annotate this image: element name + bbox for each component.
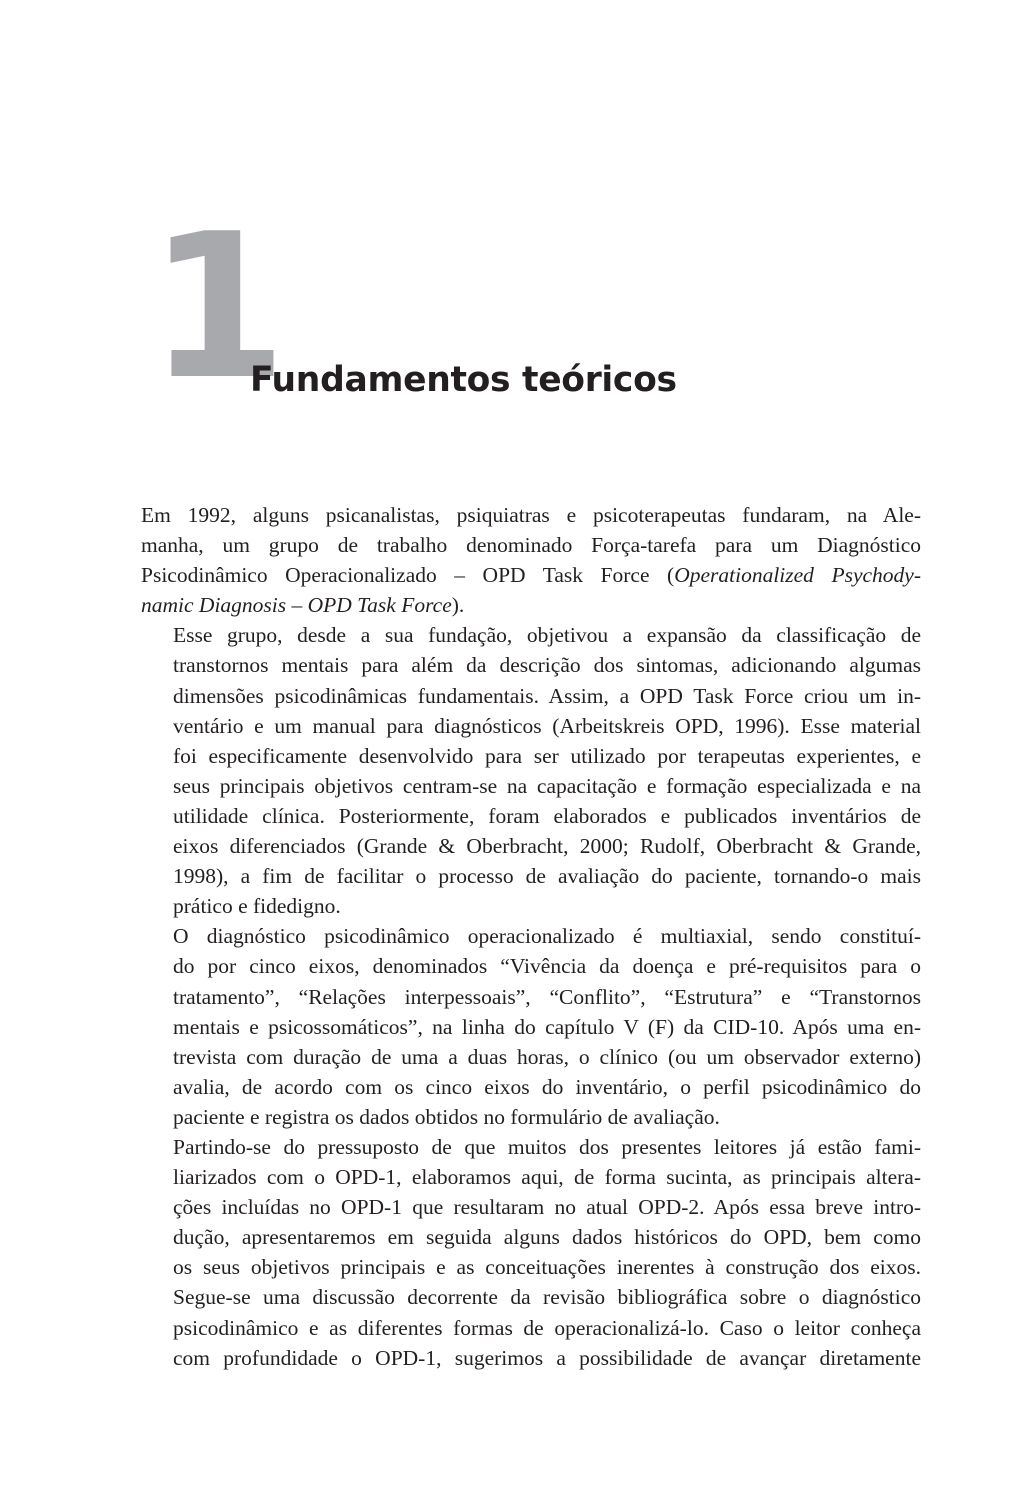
- text-line: utilidade clínica. Posteriormente, foram elaborados e publicados inventários de: [173, 803, 921, 828]
- text-line: trevista com duração de uma a duas horas, o clínico (ou um observador externo): [173, 1044, 921, 1069]
- text-segment: ).: [451, 593, 465, 618]
- text-line: ções incluídas no OPD-1 que resultaram no atual OPD-2. Após essa breve intro-: [173, 1195, 921, 1220]
- text-line: O diagnóstico psicodinâmico operacionalizado é multiaxial, sendo constituí-: [173, 924, 921, 949]
- text-line: mentais e psicossomáticos”, na linha do capítulo V (F) da CID-10. Após uma en-: [173, 1014, 921, 1039]
- text-line: avalia, de acordo com os cinco eixos do inventário, o perfil psicodinâmico do: [173, 1074, 921, 1099]
- text-line: eixos diferenciados (Grande & Oberbracht, 2000; Rudolf, Oberbracht & Grande,: [173, 834, 921, 859]
- text-line: 1998), a fim de facilitar o processo de avaliação do paciente, tornando-o mais: [173, 864, 921, 889]
- text-line: dimensões psicodinâmicas fundamentais. Assim, a OPD Task Force criou um in-: [173, 683, 921, 708]
- text-line: psicodinâmico e as diferentes formas de operacionalizá-lo. Caso o leitor conheça: [173, 1315, 921, 1340]
- text-line: [141, 590, 921, 620]
- text-line: foi especificamente desenvolvido para ser utilizado por terapeutas experientes, e: [173, 743, 921, 768]
- text-line: os seus objetivos principais e as conceituações inerentes à construção dos eixos.: [173, 1255, 921, 1280]
- chapter-title: Fundamentos teóricos: [250, 360, 677, 400]
- text-segment: Psicodinâmico Operacionalizado – OPD Task Force (: [141, 563, 675, 588]
- italic-segment: Operationalized Psychody-: [674, 563, 921, 588]
- text-line: prático e fidedigno.: [173, 894, 341, 919]
- paragraph-2: [141, 620, 921, 921]
- text-line: transtornos mentais para além da descrição dos sintomas, adicionando algumas: [173, 653, 921, 678]
- text-line: [141, 560, 921, 590]
- text-line: liarizados com o OPD-1, elaboramos aqui, de forma sucinta, as principais altera-: [173, 1165, 921, 1190]
- body-text: [141, 500, 921, 1373]
- text-line: Segue-se uma discussão decorrente da revisão bibliográfica sobre o diagnóstico: [173, 1285, 921, 1310]
- text-line: seus principais objetivos centram-se na capacitação e formação especializada e na: [173, 773, 921, 798]
- text-line: manha, um grupo de trabalho denominado Força-tarefa para um Diagnóstico: [141, 533, 921, 558]
- text-line: Partindo-se do pressuposto de que muitos dos presentes leitores já estão fami-: [173, 1134, 921, 1159]
- text-line: tratamento”, “Relações interpessoais”, “Conflito”, “Estrutura” e “Transtornos: [173, 984, 921, 1009]
- text-line: ventário e um manual para diagnósticos (Arbeitskreis OPD, 1996). Esse material: [173, 713, 921, 738]
- text-line: Esse grupo, desde a sua fundação, objetivou a expansão da classificação de: [173, 623, 921, 648]
- paragraph-4: [141, 1132, 921, 1373]
- text-line: do por cinco eixos, denominados “Vivência da doença e pré-requisitos para o: [173, 954, 921, 979]
- chapter-number: 1: [148, 191, 284, 424]
- text-line: Em 1992, alguns psicanalistas, psiquiatras e psicoterapeutas fundaram, na Ale-: [141, 503, 921, 527]
- text-line: dução, apresentaremos em seguida alguns dados históricos do OPD, bem como: [173, 1225, 921, 1250]
- paragraph-1: [141, 500, 921, 620]
- italic-segment: namic Diagnosis – OPD Task Force: [141, 593, 452, 618]
- text-line: paciente e registra os dados obtidos no formulário de avaliação.: [173, 1104, 720, 1129]
- text-line: com profundidade o OPD-1, sugerimos a possibilidade de avançar diretamente: [173, 1345, 921, 1370]
- paragraph-3: [141, 921, 921, 1132]
